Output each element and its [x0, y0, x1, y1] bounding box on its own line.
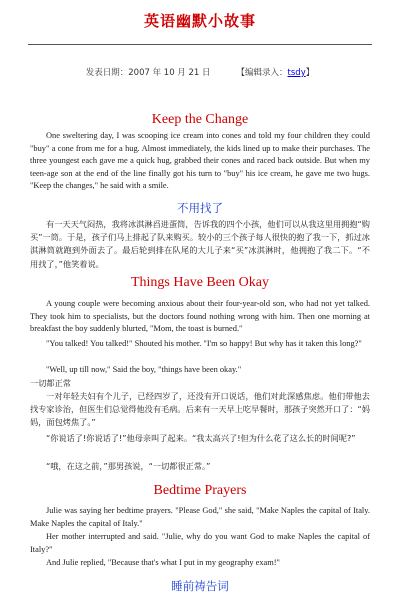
story-title-cn: 睡前祷告词: [171, 579, 229, 593]
story-paragraph: Her mother interrupted and said. "Julie, why do you want God to make Naples the capital of Italy?": [30, 532, 370, 554]
story-title-cn: 不用找了: [177, 201, 223, 215]
story-body-cn: 有一天天气闷热，我将冰淇淋舀进蛋筒，告诉我的四个小孩，他们可以从我这里用拥抱“购买”一筒。于是，孩子们马上排起了队来购买。较小的三个孩子每人很快的抱了我一下，抓过冰淇淋筒就跑到外面去了。最后轮到排在队尾的大儿子来“买”冰淇淋时，他拥抱了我二下。“不用找了，”他笑着说。: [30, 219, 370, 269]
story-paragraph-cn: “哦，在这之前，”那男孩说，“一切都很正常。”: [46, 461, 211, 471]
story-title-cn: 一切都正常: [30, 378, 71, 388]
story-paragraph-cn: “你说话了!你说话了!”他母亲叫了起来。“我太高兴了!但为什么花了这么长的时间呢?”: [46, 433, 356, 443]
story-paragraph: "Well, up till now," Said the boy, "things have been okay.": [46, 365, 242, 374]
editor-link[interactable]: tsdy: [287, 68, 306, 78]
header-divider: [28, 44, 372, 45]
editor-label: 【编辑录入：: [236, 68, 288, 78]
story-title-en: Keep the Change: [151, 112, 249, 127]
story-title-en: Things Have Been Okay: [130, 275, 270, 290]
story-title-en: Bedtime Prayers: [153, 483, 247, 498]
published-date: 发表日期：2007 年 10 月 21 日: [85, 68, 211, 78]
page-title: 英语幽默小故事: [143, 12, 256, 30]
story-paragraph: Julie was saying her bedtime prayers. "Please God," she said, "Make Naples the capital of Italy. Make Naples the capital of Italy.": [30, 506, 370, 528]
story-paragraph: A young couple were becoming anxious about their four-year-old son, who had not yet talked. They took him to specialists, but the doctors found nothing wrong with him. Then one morning at breakfast the boy suddenly blurted, "Mom, the toast is burned.": [30, 299, 370, 334]
story-paragraph-cn: 一对年轻夫妇有个儿子，已经四岁了，还没有开口说话，他们对此深感焦虑。他们带他去找专家诊治，但医生们总觉得他没有毛病。后来有一天早上吃早餐时，那孩子突然开口了：“妈妈，面包烤焦了。”: [30, 391, 370, 428]
story-body-en: One sweltering day, I was scooping ice cream into cones and told my four children they could "buy" a cone from me for a hug. Almost immediately, the kids lined up to make their purchases. The three youngest each gave me a quick hug, grabbed their cones and raced back outside. But when my teen-age son at the end of the line finally got his turn to "buy" his ice cream, he gave me two hugs. "Keep the changes," he said with a smile.: [30, 131, 370, 191]
article-meta: [0, 66, 400, 78]
story-paragraph: "You talked! You talked!" Shouted his mother. "I'm so happy! But why has it taken this long?": [46, 339, 362, 348]
editor-label-close: 】: [305, 68, 315, 78]
story-paragraph: And Julie replied, "Because that's what I put in my geography exam!": [46, 558, 280, 567]
